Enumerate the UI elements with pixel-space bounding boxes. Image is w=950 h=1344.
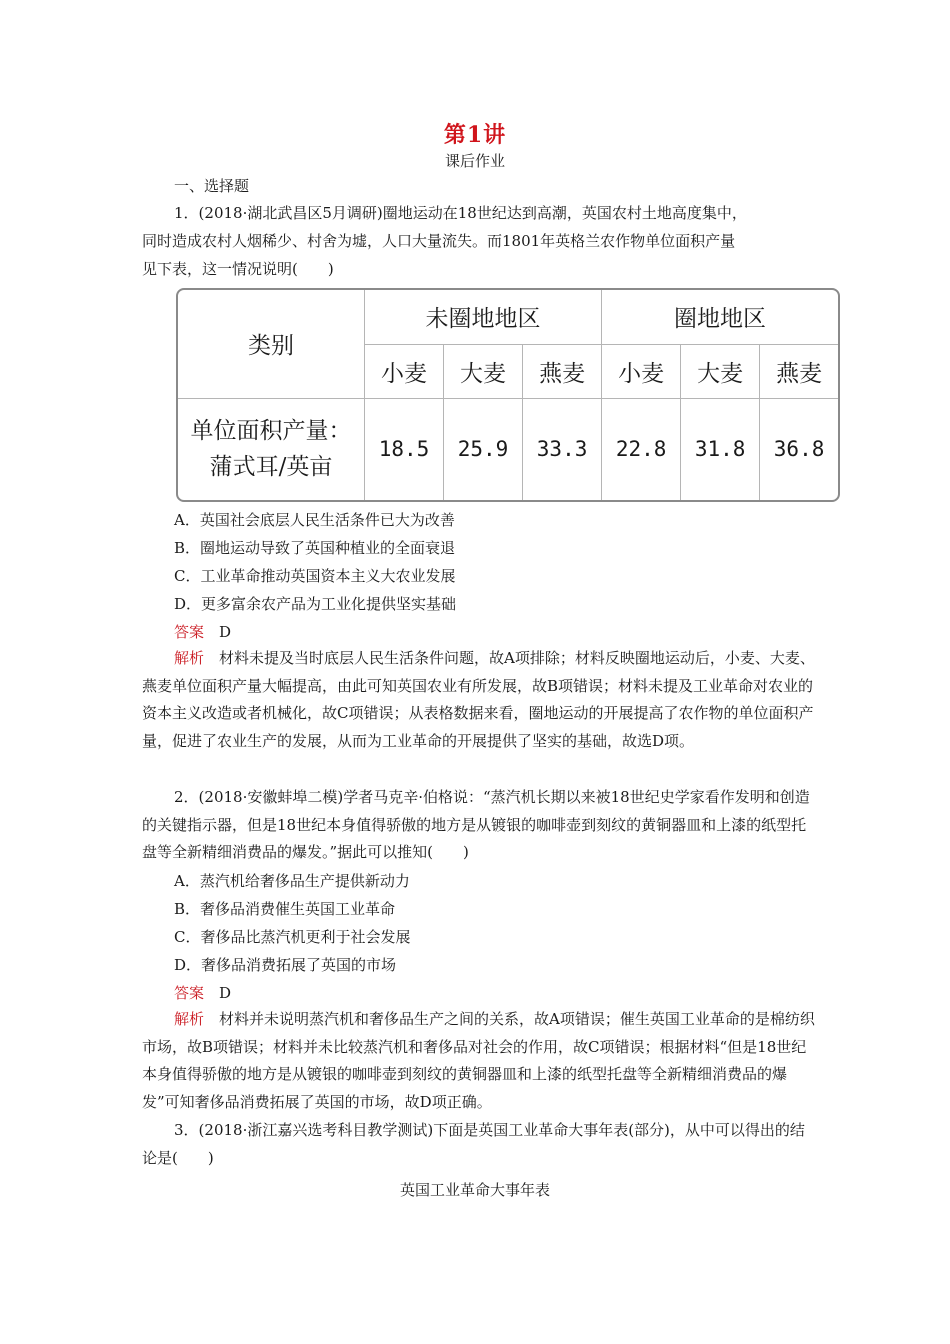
section-heading: 一、选择题 bbox=[174, 177, 250, 195]
answer-label: 答案 bbox=[174, 984, 205, 1002]
lesson-subtitle: 课后作业 bbox=[444, 152, 505, 170]
table-crop-header: 燕麦 bbox=[760, 344, 838, 398]
q1-stem-line-2: 同时造成农村人烟稀少、村舍为墟，人口大量流失。而1801年英格兰农作物单位面积产量 bbox=[142, 232, 736, 250]
q2-option-c: C．奢侈品比蒸汽机更利于社会发展 bbox=[174, 928, 411, 946]
q2-option-b: B．奢侈品消费催生英国工业革命 bbox=[174, 900, 396, 918]
analysis-label: 解析 bbox=[174, 1010, 205, 1028]
table-value-cell: 33.3 bbox=[523, 398, 602, 500]
q1-option-c: C．工业革命推动英国资本主义大农业发展 bbox=[174, 567, 456, 585]
q1-option-d: D．更多富余农产品为工业化提供坚实基础 bbox=[174, 595, 457, 613]
table-crop-header: 小麦 bbox=[365, 344, 444, 398]
q1-option-b: B．圈地运动导致了英国种植业的全面衰退 bbox=[174, 539, 456, 557]
table-crop-header: 燕麦 bbox=[523, 344, 602, 398]
answer-value: D bbox=[219, 984, 232, 1002]
q1-stem-line-1: 1．(2018·湖北武昌区5月调研)圈地运动在18世纪达到高潮，英国农村土地高度集中， bbox=[174, 204, 747, 222]
analysis-text: 材料未提及当时底层人民生活条件问题，故A项排除；材料反映圈地运动后，小麦、大麦、燕麦单位面积产量大幅提高，由此可知英国农业有所发展，故B项错误；材料未提及工业革命对农业的资本主义改造或者机械化，故C项错误；从表格数据来看，圈地运动的开展提高了农作物的单位面积产量，促进了农业生产的发展，从而为工业革命的开展提供了坚实的基础，故选D项。 bbox=[142, 649, 815, 751]
table-crop-header: 小麦 bbox=[602, 344, 681, 398]
q2-option-a: A．蒸汽机给奢侈品生产提供新动力 bbox=[174, 872, 410, 890]
q2-option-d: D．奢侈品消费拓展了英国的市场 bbox=[174, 956, 397, 974]
q2-stem: 2．(2018·安徽蚌埠二模)学者马克辛·伯格说：“蒸汽机长期以来被18世纪史学家看作发明和创造的关键指示器，但是18世纪本身值得骄傲的地方是从镀银的咖啡壶到刻纹的黄铜器皿和上漆的纸型托盘等全新精细消费品的爆发。”据此可以推知( ) bbox=[142, 788, 810, 862]
q3-stem: 3．(2018·浙江嘉兴选考科目教学测试)下面是英国工业革命大事年表(部分)，从中可以得出的结论是( ) bbox=[142, 1121, 805, 1167]
answer-label: 答案 bbox=[174, 623, 205, 641]
q1-answer bbox=[174, 622, 231, 642]
table-value-cell: 18.5 bbox=[365, 398, 444, 500]
table-group-unenclosed: 未圈地地区 bbox=[365, 290, 602, 344]
table-value-cell: 36.8 bbox=[760, 398, 838, 500]
q3-table-caption: 英国工业革命大事年表 bbox=[399, 1181, 550, 1199]
q1-stem-line-3: 见下表，这一情况说明( ) bbox=[142, 260, 334, 278]
analysis-label: 解析 bbox=[174, 649, 205, 667]
table-value-cell: 22.8 bbox=[602, 398, 681, 500]
analysis-text: 材料并未说明蒸汽机和奢侈品生产之间的关系，故A项错误；催生英国工业革命的是棉纺织市场，故B项错误；材料并未比较蒸汽机和奢侈品对社会的作用，故C项错误；根据材料“但是18世纪本身值得骄傲的地方是从镀银的咖啡壶到刻纹的黄铜器皿和上漆的纸型托盘等全新精细消费品的爆发”可知奢侈品消费拓展了英国的市场，故D项正确。 bbox=[142, 1010, 815, 1112]
table-crop-header: 大麦 bbox=[681, 344, 760, 398]
table-row-header bbox=[178, 398, 365, 500]
table-row-header-line-2: 蒲式耳/英亩 bbox=[209, 454, 333, 481]
table-category-header: 类别 bbox=[178, 290, 365, 398]
yield-table bbox=[176, 288, 840, 502]
table-value-cell: 31.8 bbox=[681, 398, 760, 500]
answer-value: D bbox=[219, 623, 232, 641]
table-crop-header: 大麦 bbox=[444, 344, 523, 398]
table-value-cell: 25.9 bbox=[444, 398, 523, 500]
q2-analysis bbox=[142, 1006, 818, 1117]
lesson-title: 第1讲 bbox=[443, 122, 507, 148]
q2-answer bbox=[174, 983, 231, 1003]
q1-option-a: A．英国社会底层人民生活条件已大为改善 bbox=[174, 511, 455, 529]
q1-analysis bbox=[142, 645, 818, 756]
table-row-header-line-1: 单位面积产量： bbox=[190, 418, 352, 445]
table-group-enclosed: 圈地地区 bbox=[602, 290, 838, 344]
